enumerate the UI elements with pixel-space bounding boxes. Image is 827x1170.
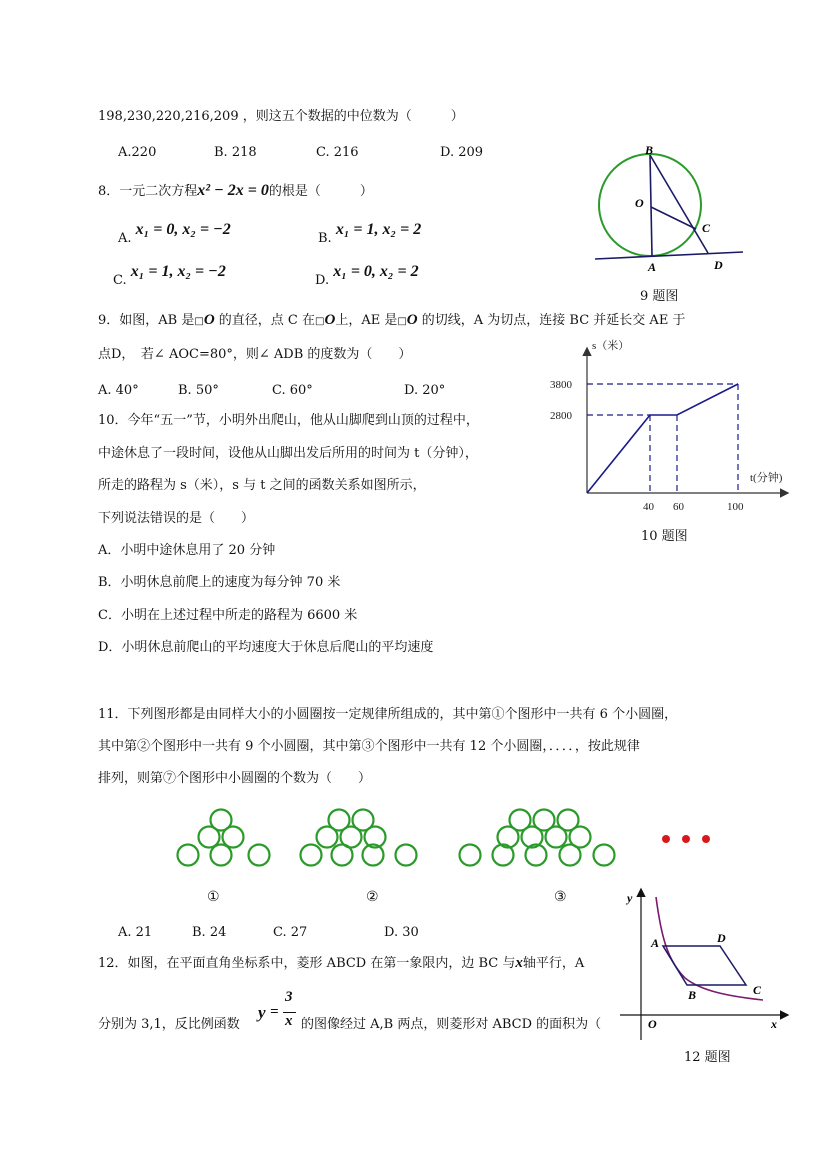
xtick-100: 100 <box>727 501 744 513</box>
pattern3-circle <box>546 827 567 848</box>
q8-prefix: 8．一元二次方程 <box>98 184 198 199</box>
label-x: x <box>771 1017 777 1031</box>
q10-option-c: C．小明在上述过程中所走的路程为 6600 米 <box>98 608 358 623</box>
q9-line1-a: 9．如图，AB 是 <box>98 313 195 328</box>
pattern3-circle <box>493 845 514 866</box>
q12-line1: 12．如图，在平面直角坐标系中，菱形 ABCD 在第一象限内，边 BC 与 <box>98 956 516 971</box>
pattern-label-3: ③ <box>554 889 567 905</box>
q11-option-d: D. 30 <box>384 925 419 940</box>
q10-option-b: B．小明休息前爬上的速度为每分钟 70 米 <box>98 575 341 590</box>
q7-stem: 198,230,220,216,209 ，则这五个数据的中位数为（ ） <box>98 109 464 124</box>
q8-suffix: 的根是（ ） <box>268 184 373 199</box>
pattern1-circle <box>199 827 220 848</box>
q9-line2: 点D， 若∠ AOC=80°，则∠ ADB 的度数为（ ） <box>98 347 412 362</box>
q10-line-2: 中途休息了一段时间，设他从山脚出发后所用的时间为 t（分钟）， <box>98 446 478 461</box>
q12-x-symbol: x <box>515 955 523 971</box>
label-b: B <box>688 988 697 1002</box>
segment-bd <box>650 155 708 253</box>
q12-line2-b: 的图像经过 A,B 两点，则菱形对 ABCD 的面积为（ <box>301 1017 602 1032</box>
ellipsis-dot <box>702 835 710 843</box>
q12-line1-b: 轴平行，A <box>522 956 585 971</box>
q8-b-label: B. <box>318 231 332 246</box>
label-a: A <box>648 260 657 274</box>
ytick-3800: 3800 <box>550 379 572 391</box>
q9-line1-b: 的直径，点 C 在 <box>218 313 316 328</box>
q8-d-label: D. <box>315 273 330 288</box>
pattern2-circle <box>317 827 338 848</box>
xtick-40: 40 <box>643 501 654 513</box>
q11-option-a: A. 21 <box>118 925 153 940</box>
ytick-2800: 2800 <box>550 410 572 422</box>
reciprocal-function-formula: y = 3 x <box>258 990 298 1034</box>
q8-a-label: A. <box>118 231 132 246</box>
label-y: y <box>627 891 633 905</box>
q9-option-a: A. 40° <box>98 383 139 398</box>
circle-o-symbol-3: O <box>406 312 418 328</box>
q10-option-a: A．小明中途休息用了 20 分钟 <box>98 543 276 558</box>
label-c: C <box>753 983 762 997</box>
pattern3-circle <box>560 845 581 866</box>
formula-denominator: x <box>285 1013 293 1029</box>
q11-line-1: 11．下列图形都是由同样大小的小圆圈按一定规律所组成的，其中第①个图形中一共有 6 个小圆圈， <box>98 707 678 722</box>
pattern1-circle <box>211 845 232 866</box>
q8-option-b: x₁ = 1, x₂ = 2 <box>335 221 422 238</box>
q9-line1-d: 的切线，A 为切点，连接 BC 并延长交 AE 于 <box>421 313 686 328</box>
q8-equation: x² − 2x = 0 <box>197 182 269 199</box>
q8-option-a: x₁ = 0, x₂ = −2 <box>135 221 231 238</box>
label-o: O <box>635 196 644 210</box>
q7-option-c: C. 216 <box>316 145 359 160</box>
pattern-label-1: ① <box>207 889 220 905</box>
pattern1-circle <box>223 827 244 848</box>
y-axis-label: s（米） <box>592 340 630 352</box>
q8-option-d: x₁ = 0, x₂ = 2 <box>333 263 419 280</box>
q11-option-b: B. 24 <box>192 925 227 940</box>
q8-option-c: x₁ = 1, x₂ = −2 <box>130 263 226 280</box>
figure-11-circle-patterns <box>170 800 730 880</box>
pattern2-circle <box>396 845 417 866</box>
figure-12-caption: 12 题图 <box>684 1050 731 1065</box>
label-c: C <box>702 221 711 235</box>
q7-option-a: A.220 <box>118 145 157 160</box>
pattern-label-2: ② <box>366 889 379 905</box>
pattern3-circle <box>594 845 615 866</box>
rhombus-abcd <box>663 946 746 985</box>
diameter-ab <box>650 155 652 256</box>
pattern1-circle <box>178 845 199 866</box>
label-d: D <box>714 258 723 272</box>
q10-line-1: 10．今年“五一”节，小明外出爬山，他从山脚爬到山顶的过程中， <box>98 413 479 428</box>
q11-option-c: C. 27 <box>273 925 308 940</box>
q10-option-d: D．小明休息前爬山的平均速度大于休息后爬山的平均速度 <box>98 640 434 655</box>
q7-option-b: B. 218 <box>214 145 257 160</box>
q12-line2-a: 分别为 3,1，反比例函数 <box>98 1017 240 1032</box>
xtick-60: 60 <box>673 501 684 513</box>
q9-line1-c: 上，AE 是 <box>335 313 398 328</box>
label-a: A <box>651 936 660 950</box>
label-o: O <box>648 1017 657 1031</box>
q9-option-d: D. 20° <box>404 383 446 398</box>
ellipsis-dot <box>662 835 670 843</box>
pattern1-circle <box>249 845 270 866</box>
pattern2-circle <box>332 845 353 866</box>
q7-option-d: D. 209 <box>440 145 484 160</box>
circle-o-symbol: O <box>203 312 215 328</box>
pattern2-circle <box>301 845 322 866</box>
segment-oc <box>651 207 696 229</box>
figure-9-caption: 9 题图 <box>640 289 679 304</box>
q10-line-3: 所走的路程为 s（米），s 与 t 之间的函数关系如图所示， <box>98 478 426 493</box>
figure-9-circle-diagram <box>595 145 745 280</box>
q9-option-b: B. 50° <box>178 383 219 398</box>
circle-o-symbol-2: O <box>324 312 336 328</box>
pattern3-circle <box>460 845 481 866</box>
q10-line-4: 下列说法错误的是（ ） <box>98 511 255 526</box>
ellipsis-dot <box>682 835 690 843</box>
x-axis-label: t(分钟) <box>750 472 783 484</box>
label-b: B <box>645 143 654 157</box>
q11-line-2: 其中第②个图形中一共有 9 个小圆圈，其中第③个图形中一共有 12 个小圆圈，．．．．，按此规律 <box>98 739 640 754</box>
distance-line <box>587 384 738 493</box>
formula-numerator: 3 <box>285 989 293 1005</box>
figure-10-caption: 10 题图 <box>641 529 688 544</box>
figure-12-coordinate-plot <box>615 885 795 1045</box>
q8-c-label: C. <box>113 273 127 288</box>
q11-line-3: 排列，则第⑦个图形中小圆圈的个数为（ ） <box>98 771 372 786</box>
label-d: D <box>717 931 726 945</box>
q9-option-c: C. 60° <box>272 383 313 398</box>
formula-y: y <box>258 1003 266 1022</box>
figure-10-line-chart <box>545 335 795 520</box>
